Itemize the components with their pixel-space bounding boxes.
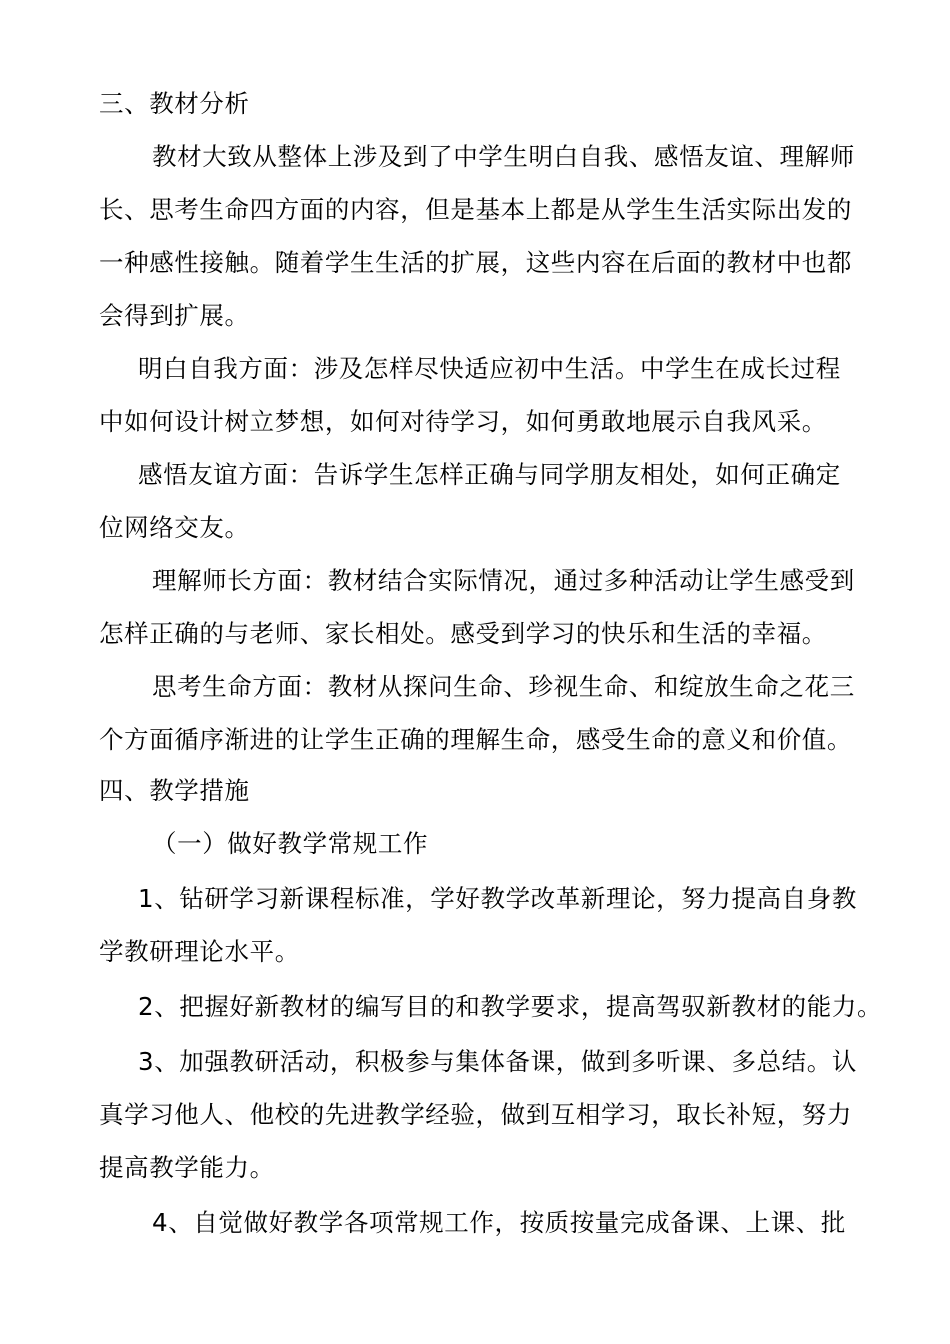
paragraph-line: 怎样正确的与老师、家长相处。感受到学习的快乐和生活的幸福。 [99, 619, 827, 648]
paragraph-line: 位网络交友。 [99, 513, 250, 542]
paragraph-line: 感悟友谊方面：告诉学生怎样正确与同学朋友相处，如何正确定 [138, 460, 841, 489]
paragraph-line: 4、自觉做好教学各项常规工作，按质按量完成备课、上课、批 [152, 1208, 846, 1237]
paragraph-line: 2、把握好新教材的编写目的和教学要求，提高驾驭新教材的能力。 [138, 992, 883, 1021]
paragraph-line: 1、钻研学习新课程标准，学好教学改革新理论，努力提高自身教 [138, 884, 857, 913]
paragraph-line: 一种感性接触。随着学生生活的扩展，这些内容在后面的教材中也都 [99, 248, 852, 277]
paragraph-line: 学教研理论水平。 [99, 937, 300, 966]
paragraph-line: 3、加强教研活动，积极参与集体备课，做到多听课、多总结。认 [138, 1047, 857, 1076]
paragraph-line: 提高教学能力。 [99, 1153, 275, 1182]
paragraph-line: 教材大致从整体上涉及到了中学生明白自我、感悟友谊、理解师 [152, 142, 855, 171]
subsection-heading: （一）做好教学常规工作 [152, 829, 429, 858]
paragraph-line: 个方面循序渐进的让学生正确的理解生命，感受生命的意义和价值。 [99, 725, 852, 754]
paragraph-line: 思考生命方面：教材从探问生命、珍视生命、和绽放生命之花三 [152, 672, 855, 701]
paragraph-line: 真学习他人、他校的先进教学经验，做到互相学习，取长补短，努力 [99, 1100, 852, 1129]
paragraph-line: 理解师长方面：教材结合实际情况，通过多种活动让学生感受到 [152, 566, 855, 595]
paragraph-line: 明白自我方面：涉及怎样尽快适应初中生活。中学生在成长过程 [138, 354, 841, 383]
section-heading-textbook-analysis: 三、教材分析 [99, 89, 250, 118]
section-heading-teaching-measures: 四、教学措施 [99, 776, 250, 805]
paragraph-line: 长、思考生命四方面的内容，但是基本上都是从学生生活实际出发的 [99, 195, 852, 224]
paragraph-line: 中如何设计树立梦想，如何对待学习，如何勇敢地展示自我风采。 [99, 407, 827, 436]
paragraph-line: 会得到扩展。 [99, 301, 250, 330]
